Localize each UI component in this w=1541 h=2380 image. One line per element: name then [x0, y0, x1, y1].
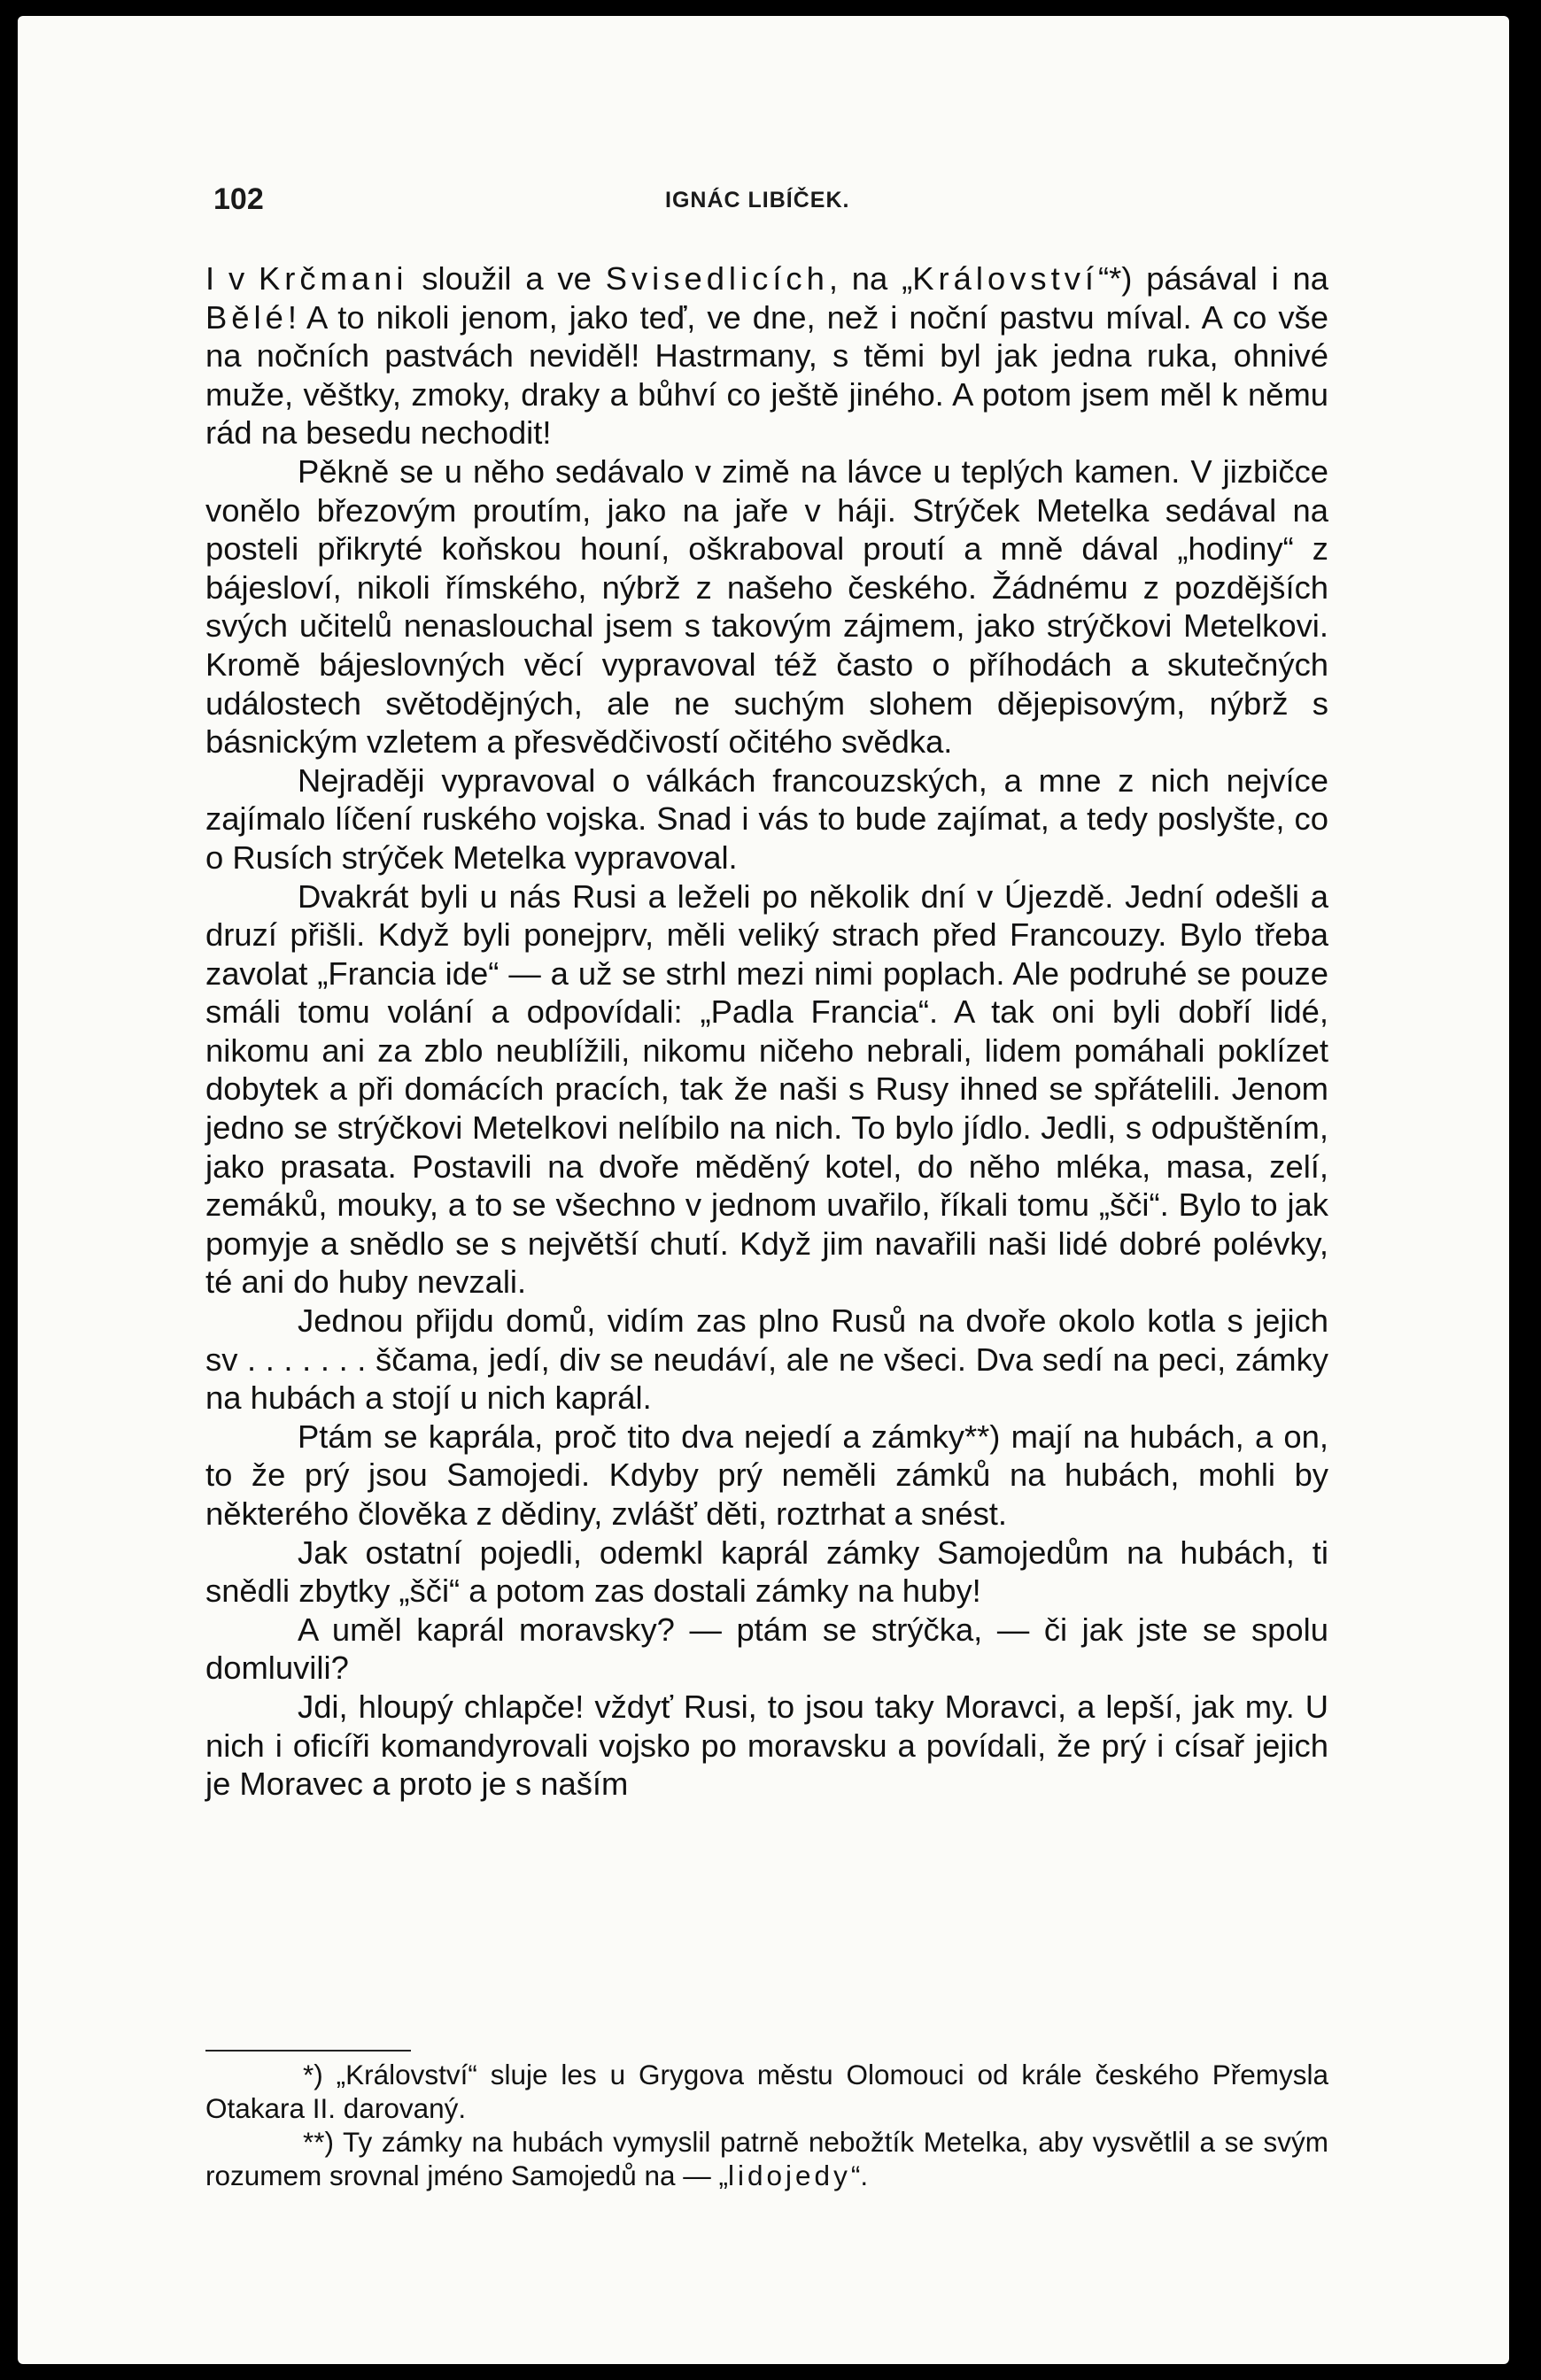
page-number: 102 [213, 182, 264, 216]
paragraph-8: A uměl kaprál moravsky? — ptám se strýčka, — či jak jste se spolu domluvili? [205, 1611, 1328, 1687]
footnotes [205, 2058, 1328, 2192]
running-title: IGNÁC LIBÍČEK. [665, 188, 850, 212]
text-run: “*) pásával i na [1098, 260, 1328, 297]
text-run: ! A to nikoli jenom, jako teď, ve dne, než i noční pastvu míval. A co vše na nočních pastvách neviděl! Hastrmany, s těmi byl jak jedna ruka, ohnivé muže, věštky, zmoky, draky a bůhví co ještě jiného. A potom jsem měl k němu rád na besedu nechodit! [205, 298, 1328, 452]
paragraph-3: Nejraději vypravoval o válkách francouzských, a mne z nich nejvíce zajímalo líčení ruského vojska. Snad i vás to bude zajímat, a tedy poslyšte, co o Rusích strýček Metelka vypravoval. [205, 761, 1328, 876]
text-run: , na „ [828, 260, 913, 297]
paragraph-9: Jdi, hloupý chlapče! vždyť Rusi, to jsou taky Moravci, a lepší, jak my. U nich i oficíři komandyrovali vojsko po moravsku a povídali, že prý i císař jejich je Moravec a proto je s naším [205, 1688, 1328, 1803]
spaced-word: lidojedy [728, 2160, 851, 2191]
paragraph-1 [205, 259, 1328, 452]
footnote-1: *) „Království“ sluje les u Grygova městu Olomouci od krále českého Přemysla Otakara II. darovaný. [205, 2059, 1328, 2124]
page-header [213, 182, 1354, 227]
spaced-place-name: Bělé [205, 298, 288, 336]
text-run: I v [205, 260, 259, 297]
paragraph-5: Jednou přijdu domů, vidím zas plno Rusů na dvoře okolo kotla s jejich sv . . . . . . . ščama, jedí, div se neudáví, ale ne všeci. Dva sedí na peci, zámky na hubách a stojí u nich kaprál. [205, 1302, 1328, 1417]
footnote-2 [205, 2125, 1328, 2192]
text-run: “. [850, 2160, 869, 2191]
paragraph-4: Dvakrát byli u nás Rusi a leželi po několik dní v Újezdě. Jední odešli a druzí přišli. Když byli ponejprv, měli veliký strach před Francouzy. Bylo třeba zavolat „Francia ide“ — a už se strhl mezi nimi poplach. Ale podruhé se pouze smáli tomu volání a odpovídali: „Padla Francia“. A tak oni byli dobří lidé, nikomu ani za zblo neublížili, nikomu ničeho nebrali, lidem pomáhali poklízet dobytek a při domácích pracích, tak že naši s Rusy ihned se spřátelili. Jenom jedno se strýčkovi Metelkovi nelíbilo na nich. To bylo jídlo. Jedli, s odpuštěním, jako prasata. Postavili na dvoře měděný kotel, do něho mléka, masa, zelí, zemáků, mouky, a to se všechno v jednom uvařilo, říkali tomu „šči“. Bylo to jak pomyje a snědlo se s největší chutí. Když jim navařili naši lidé dobré polévky, té ani do huby nevzali. [205, 877, 1328, 1301]
paragraph-7: Jak ostatní pojedli, odemkl kaprál zámky Samojedům na hubách, ti snědli zbytky „šči“ a potom zas dostali zámky na huby! [205, 1534, 1328, 1610]
spaced-place-name: Svisedlicích [605, 260, 829, 297]
spaced-place-name: Království [912, 260, 1099, 297]
footnote-rule [205, 2050, 411, 2052]
text-run: sloužil a ve [407, 260, 606, 297]
paragraph-2: Pěkně se u něho sedávalo v zimě na lávce u teplých kamen. V jizbičce vonělo březovým proutím, jako na jaře v háji. Strýček Metelka sedával na posteli přikryté koňskou houní, oškraboval proutí a mně dával „hodiny“ z bájesloví, nikoli římského, nýbrž z našeho českého. Žádnému z pozdějších svých učitelů nenaslouchal jsem s takovým zájmem, jako strýčkovi Metelkovi. Kromě bájeslovných věcí vypravoval též často o příhodách a skutečných událostech světodějných, ale ne suchým slohem dějepisovým, nýbrž s básnickým vzletem a přesvědčivostí očitého svědka. [205, 452, 1328, 761]
text-run: **) Ty zámky na hubách vymyslil patrně nebožtík Metelka, aby vysvětlil a se svým rozumem srovnal jméno Samojedů na — „ [205, 2126, 1328, 2191]
paragraph-6: Ptám se kaprála, proč tito dva nejedí a zámky**) mají na hubách, a on, to že prý jsou Samojedi. Kdyby prý neměli zámků na hubách, mohli by některého člověka z dědiny, zvlášť děti, roztrhat a snést. [205, 1418, 1328, 1532]
body-text [205, 259, 1328, 1804]
spaced-place-name: Krčmani [259, 260, 408, 297]
